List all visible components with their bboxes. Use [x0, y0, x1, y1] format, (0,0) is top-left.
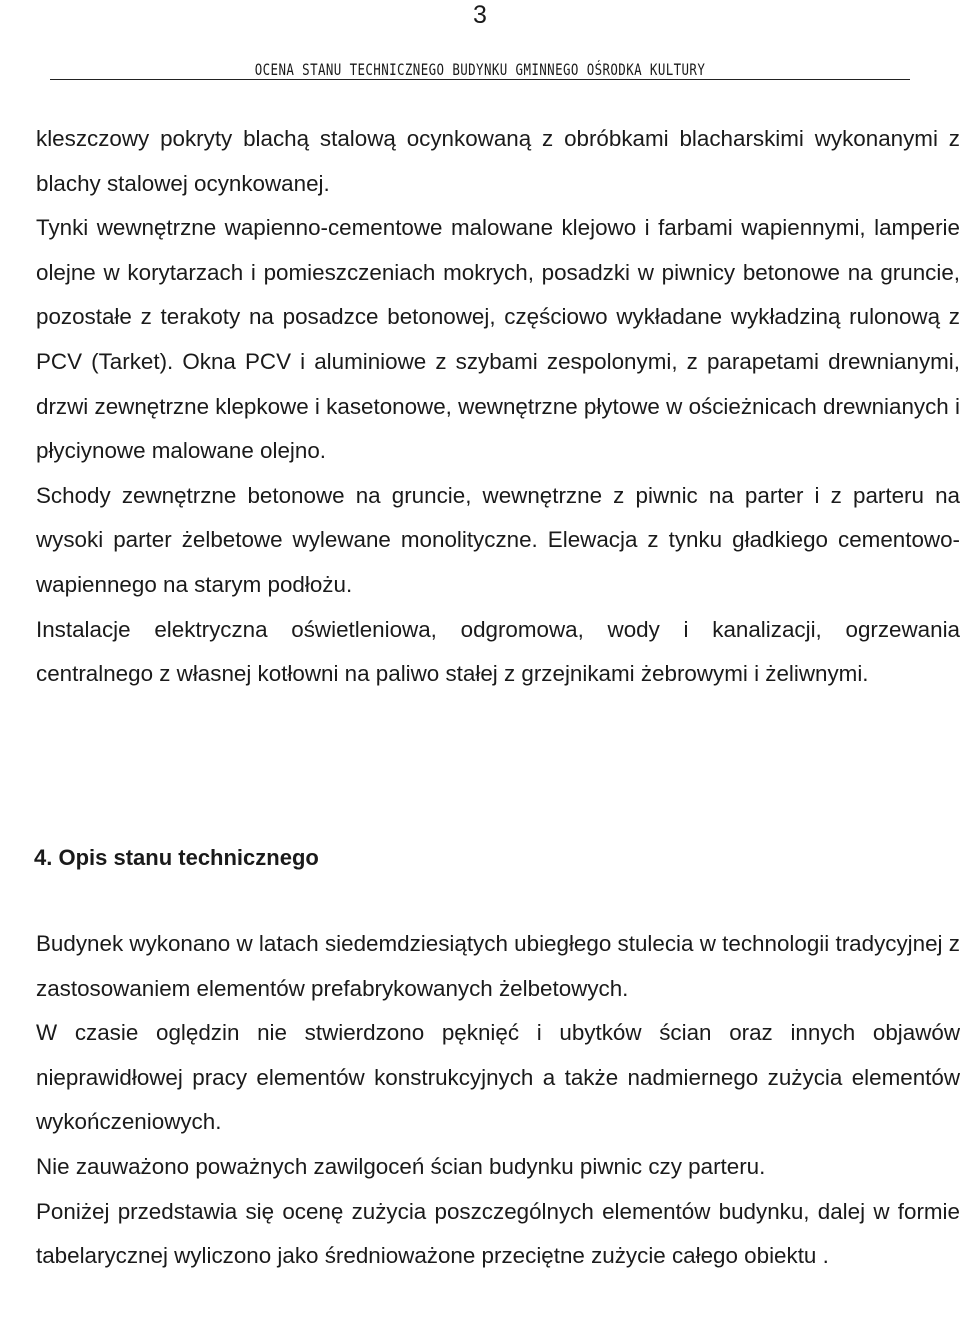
- running-header: OCENA STANU TECHNICZNEGO BUDYNKU GMINNEGO OŚRODKA KULTURY: [254, 60, 706, 79]
- paragraph-finishes: Tynki wewnętrzne wapienno-cementowe malowane klejowo i farbami wapiennymi, lamperie olejne w korytarzach i pomieszczeniach mokrych, posadzki w piwnicy betonowe na gruncie, pozostałe z terakoty na posadzce betonowej, częściowo wykładane wykładziną rulonową z PCV (Tarket). Okna PCV i aluminiowe z szybami zespolonymi, z parapetami drewnianymi, drzwi zewnętrzne klepkowe i kasetonowe, wewnętrzne płytowe w ościeżnicach drewnianych i płyciynowe malowane olejno.: [36, 215, 960, 464]
- body-text-bottom: [36, 922, 960, 1279]
- page-number: 3: [473, 1, 487, 29]
- paragraph-assessment: Poniżej przedstawia się ocenę zużycia poszczególnych elementów budynku, dalej w formie tabelarycznej wyliczono jako średnioważone przeciętne zużycie całego obiektu .: [36, 1198, 960, 1269]
- header-rule: [50, 79, 910, 80]
- paragraph-inspection: W czasie oględzin nie stwierdzono pęknięć i ubytków ścian oraz innych objawów nieprawidłowej pracy elementów konstrukcyjnych a także nadmiernego zużycia elementów wykończeniowych.: [36, 1020, 960, 1135]
- paragraph-installations: Instalacje elektryczna oświetleniowa, odgromowa, wody i kanalizacji, ogrzewania centralnego z własnej kotłowni na paliwo stałej z grzejnikami żebrowymi i żeliwnymi.: [36, 616, 960, 687]
- paragraph-moisture: Nie zauważono poważnych zawilgoceń ścian budynku piwnic czy parteru.: [36, 1153, 766, 1179]
- paragraph-roof: kleszczowy pokryty blachą stalową ocynkowaną z obróbkami blacharskimi wykonanymi z blachy stalowej ocynkowanej.: [36, 126, 960, 196]
- paragraph-stairs-facade: Schody zewnętrzne betonowe na gruncie, wewnętrzne z piwnic na parter i z parteru na wysoki parter żelbetowe wylewane monolityczne. Elewacja z tynku gładkiego cementowo-wapiennego na starym podłożu.: [36, 482, 960, 597]
- section-heading: 4. Opis stanu technicznego: [34, 845, 319, 870]
- paragraph-construction: Budynek wykonano w latach siedemdziesiątych ubiegłego stulecia w technologii tradycyjnej z zastosowaniem elementów prefabrykowanych żelbetowych.: [36, 931, 960, 1001]
- body-text-top: [36, 117, 960, 697]
